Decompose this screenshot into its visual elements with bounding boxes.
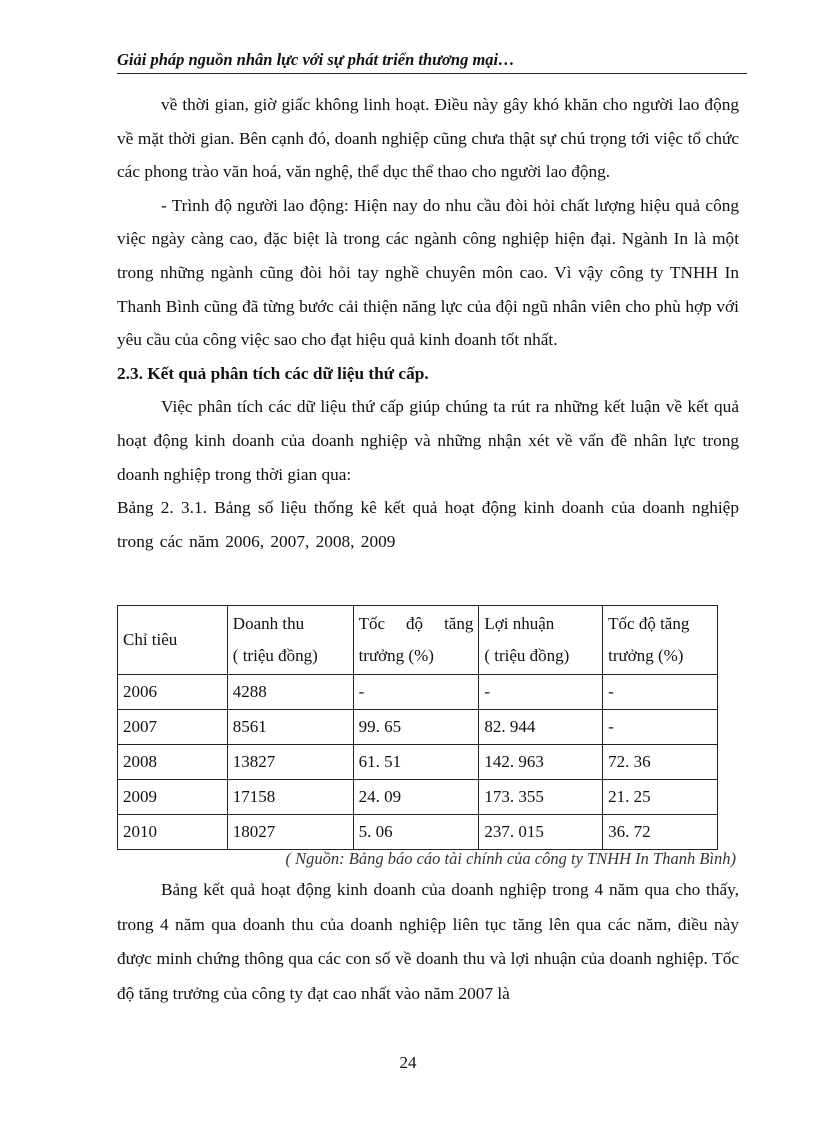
cell-profit: - xyxy=(479,675,603,710)
table-row xyxy=(118,745,718,780)
cell-revenue-growth: 61. 51 xyxy=(353,745,479,780)
running-header: Giải pháp nguồn nhân lực với sự phát triển thương mại… xyxy=(117,50,747,74)
cell-revenue: 8561 xyxy=(227,710,353,745)
table-row xyxy=(118,675,718,710)
header-profit-growth: Tốc độ tăng trưởng (%) xyxy=(603,606,718,675)
page-number: 24 xyxy=(399,1053,417,1072)
table-source-note: ( Nguồn: Bảng báo cáo tài chính của công ty TNHH In Thanh Bình) xyxy=(285,849,736,868)
table-header-row xyxy=(118,606,718,675)
table-row xyxy=(118,780,718,815)
cell-revenue: 18027 xyxy=(227,815,353,850)
section-heading: 2.3. Kết quả phân tích các dữ liệu thứ cấp. xyxy=(117,363,429,383)
cell-revenue: 17158 xyxy=(227,780,353,815)
cell-profit: 82. 944 xyxy=(479,710,603,745)
table-row xyxy=(118,815,718,850)
paragraph-worker-skill: - Trình độ người lao động: Hiện nay do nhu cầu đòi hỏi chất lượng hiệu quả công việc ngày càng cao, đặc biệt là trong các ngành công nghiệp hiện đại. Ngành In là một trong những ngành cũng đòi hỏi tay nghề chuyên môn cao. Vì vậy công ty TNHH In Thanh Bình cũng đã từng bước cải thiện năng lực của đội ngũ nhân viên cho phù hợp với yêu cầu của công việc sao cho đạt hiệu quả kinh doanh tốt nhất. xyxy=(117,195,739,350)
cell-revenue-growth: - xyxy=(353,675,479,710)
cell-revenue: 13827 xyxy=(227,745,353,780)
cell-year: 2008 xyxy=(118,745,228,780)
business-results-table xyxy=(117,605,718,850)
cell-profit-growth: - xyxy=(603,710,718,745)
cell-profit: 142. 963 xyxy=(479,745,603,780)
cell-year: 2007 xyxy=(118,710,228,745)
cell-profit-growth: 36. 72 xyxy=(603,815,718,850)
table-caption: Bảng 2. 3.1. Bảng số liệu thống kê kết quả hoạt động kinh doanh của doanh nghiệp trong các năm 2006, 2007, 2008, 2009 xyxy=(117,498,739,551)
cell-profit-growth: 72. 36 xyxy=(603,745,718,780)
cell-year: 2006 xyxy=(118,675,228,710)
body-text-top xyxy=(117,88,739,558)
cell-profit-growth: - xyxy=(603,675,718,710)
cell-profit: 237. 015 xyxy=(479,815,603,850)
cell-revenue-growth: 5. 06 xyxy=(353,815,479,850)
cell-profit: 173. 355 xyxy=(479,780,603,815)
cell-year: 2010 xyxy=(118,815,228,850)
paragraph-analysis: Bảng kết quả hoạt động kinh doanh của doanh nghiệp trong 4 năm qua cho thấy, trong 4 năm qua doanh thu của doanh nghiệp liên tục tăng lên qua các năm, điều này được minh chứng thông qua các con số về doanh thu và lợi nhuận của doanh nghiệp. Tốc độ tăng trưởng của công ty đạt cao nhất vào năm 2007 là xyxy=(117,880,739,1003)
cell-revenue-growth: 24. 09 xyxy=(353,780,479,815)
paragraph-intro: Việc phân tích các dữ liệu thứ cấp giúp chúng ta rút ra những kết luận về kết quả hoạt động kinh doanh của doanh nghiệp và những nhận xét về vấn đề nhân lực trong doanh nghiệp trong thời gian qua: xyxy=(117,397,739,484)
cell-profit-growth: 21. 25 xyxy=(603,780,718,815)
cell-year: 2009 xyxy=(118,780,228,815)
cell-revenue: 4288 xyxy=(227,675,353,710)
header-profit: Lợi nhuận ( triệu đồng) xyxy=(479,606,603,675)
header-revenue-growth: Tốc độ tăng trưởng (%) xyxy=(353,606,479,675)
header-revenue: Doanh thu ( triệu đồng) xyxy=(227,606,353,675)
paragraph-working-time: về thời gian, giờ giấc không linh hoạt. Điều này gây khó khăn cho người lao động về mặt thời gian. Bên cạnh đó, doanh nghiệp cũng chưa thật sự chú trọng tới việc tổ chức các phong trào văn hoá, văn nghệ, thể dục thể thao cho người lao động. xyxy=(117,95,739,182)
header-indicator: Chỉ tiêu xyxy=(118,606,228,675)
body-text-bottom xyxy=(117,873,739,1011)
table-row xyxy=(118,710,718,745)
cell-revenue-growth: 99. 65 xyxy=(353,710,479,745)
